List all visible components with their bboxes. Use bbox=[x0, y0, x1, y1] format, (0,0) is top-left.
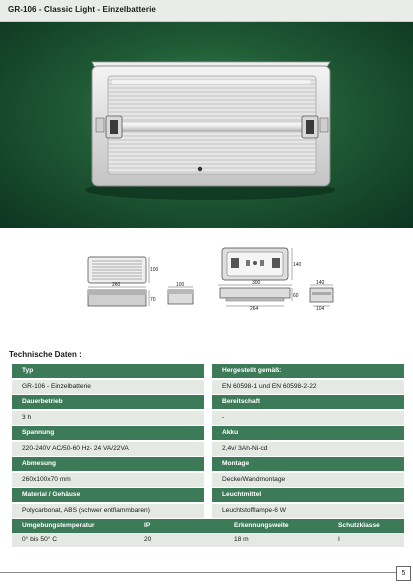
environment-value-row bbox=[12, 533, 404, 547]
spec-label-montage: Montage bbox=[212, 457, 404, 471]
spec-label-spannung: Spannung bbox=[12, 426, 204, 440]
spec-value-montage: Decke/Wandmontage bbox=[212, 473, 404, 487]
environment-table bbox=[12, 519, 404, 547]
spec-value-leuchtmittel: Leuchtstofflampe-6 W bbox=[212, 504, 404, 518]
left-bottom-view bbox=[88, 282, 156, 306]
spec-value-hergestellt: EN 60598-1 und EN 60598-2-22 bbox=[212, 380, 404, 394]
spec-value-abmesung: 260x100x70 mm bbox=[12, 473, 204, 487]
dimension-drawings bbox=[0, 240, 413, 340]
dim-right-width: 300 bbox=[252, 280, 261, 286]
dim-left-depth: 70 bbox=[150, 297, 156, 303]
spec-value-typ: GR-106 - Einzelbatterie bbox=[12, 380, 204, 394]
right-side-view bbox=[310, 280, 333, 312]
dim-left-width: 260 bbox=[112, 282, 121, 288]
env-value-temperature: 0° bis 50° C bbox=[22, 536, 57, 543]
spec-value-bereitschaft: - bbox=[212, 411, 404, 425]
env-value-ip: 20 bbox=[144, 536, 152, 543]
dim-right-side: 140 bbox=[316, 280, 325, 286]
spec-label-bereitschaft: Bereitschaft bbox=[212, 395, 404, 409]
right-bottom-view bbox=[218, 280, 299, 312]
spec-label-akku: Akku bbox=[212, 426, 404, 440]
spec-label-material: Material / Gehäuse bbox=[12, 488, 204, 502]
spec-value-material: Polycarbonat, ABS (schwer entflammbaren) bbox=[12, 504, 204, 518]
spec-label-dauerbetrieb: Dauerbetrieb bbox=[12, 395, 204, 409]
environment-header-row bbox=[12, 519, 404, 533]
env-value-range: 18 m bbox=[234, 536, 249, 543]
env-header-ip: IP bbox=[144, 522, 151, 529]
title-bar bbox=[0, 0, 413, 22]
env-value-protection-class: I bbox=[338, 536, 340, 543]
dim-right-depth: 60 bbox=[293, 293, 299, 299]
dim-left-side: 100 bbox=[176, 282, 185, 288]
spec-label-abmesung: Abmesung bbox=[12, 457, 204, 471]
spec-value-dauerbetrieb: 3 h bbox=[12, 411, 204, 425]
spec-value-spannung: 220-240V AC/50-60 Hz- 24 VA/22VA bbox=[12, 442, 204, 456]
product-photo bbox=[0, 22, 413, 228]
spec-value-akku: 2,4v/ 3Ah-Ni-cd bbox=[212, 442, 404, 456]
env-header-range: Erkennungsweite bbox=[234, 522, 289, 529]
dim-right-inner-width: 264 bbox=[250, 306, 259, 312]
env-header-temperature: Umgebungstemperatur bbox=[22, 522, 95, 529]
page-number: 5 bbox=[396, 566, 411, 581]
technical-drawings bbox=[0, 240, 413, 340]
env-header-protection-class: Schutzklasse bbox=[338, 522, 380, 529]
dim-right-side-inner: 104 bbox=[316, 306, 325, 312]
page-title: GR-106 - Classic Light - Einzelbatterie bbox=[8, 5, 156, 14]
spec-label-leuchtmittel: Leuchtmittel bbox=[212, 488, 404, 502]
section-title: Technische Daten : bbox=[9, 350, 82, 359]
dim-right-height: 140 bbox=[293, 262, 302, 268]
spec-label-typ: Typ bbox=[12, 364, 204, 378]
left-front-view bbox=[88, 257, 159, 283]
emergency-light-image bbox=[0, 22, 413, 228]
left-side-view bbox=[168, 282, 193, 304]
spec-label-hergestellt: Hergestellt gemäß: bbox=[212, 364, 404, 378]
right-back-view bbox=[222, 248, 302, 280]
dim-left-height: 100 bbox=[150, 267, 159, 273]
footer-divider bbox=[0, 572, 396, 573]
